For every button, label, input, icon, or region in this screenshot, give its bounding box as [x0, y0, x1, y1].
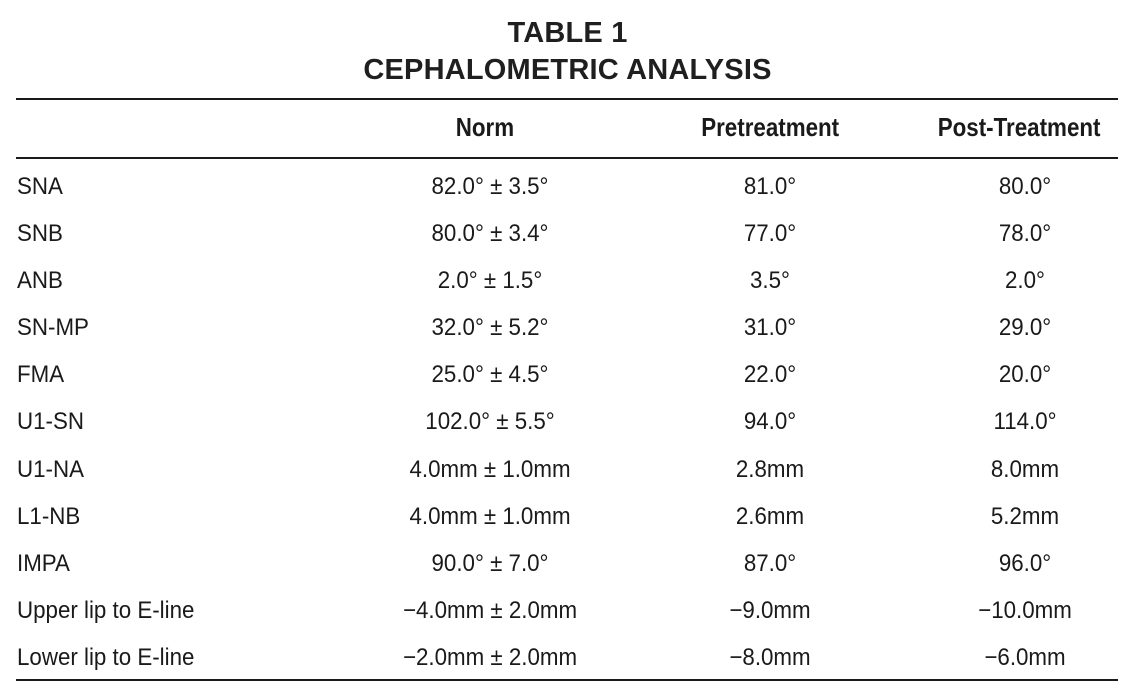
- column-header-norm: Norm: [455, 112, 515, 142]
- post-treatment-value: 8.0mm: [990, 455, 1060, 483]
- column-header-post-treatment: Post-Treatment: [937, 112, 1101, 142]
- norm-value: 82.0° ± 3.5°: [431, 173, 549, 200]
- table-row: [0, 257, 1135, 304]
- norm-value: 25.0° ± 4.5°: [431, 361, 549, 389]
- table-row: [0, 493, 1135, 540]
- pretreatment-value: 77.0°: [743, 220, 797, 248]
- table-body: [0, 163, 1135, 681]
- pretreatment-value: 3.5°: [750, 267, 790, 295]
- post-treatment-value: 5.2mm: [990, 502, 1060, 530]
- post-treatment-value: −10.0mm: [978, 596, 1072, 624]
- post-treatment-value: 29.0°: [998, 314, 1052, 342]
- post-treatment-value: 78.0°: [998, 220, 1052, 248]
- post-treatment-value: 96.0°: [998, 549, 1052, 577]
- norm-value: 90.0° ± 7.0°: [431, 549, 549, 577]
- norm-value: 80.0° ± 3.4°: [431, 220, 549, 248]
- table-row: [0, 351, 1135, 398]
- column-header-pretreatment: Pretreatment: [701, 112, 840, 142]
- row-label: Upper lip to E-line: [17, 596, 195, 624]
- table-row: [0, 587, 1135, 634]
- table-row: [0, 304, 1135, 351]
- pretreatment-value: −8.0mm: [729, 643, 811, 671]
- table-row: [0, 446, 1135, 493]
- row-label: ANB: [17, 267, 63, 295]
- row-label: SNA: [17, 173, 63, 200]
- top-rule: [16, 98, 1118, 100]
- norm-value: 102.0° ± 5.5°: [425, 408, 555, 436]
- table-title: [0, 15, 1135, 89]
- post-treatment-value: 2.0°: [1005, 267, 1045, 295]
- table-caption: CEPHALOMETRIC ANALYSIS: [363, 54, 772, 86]
- pretreatment-value: 2.6mm: [735, 502, 805, 530]
- table-row: [0, 398, 1135, 445]
- pretreatment-value: −9.0mm: [729, 596, 811, 624]
- norm-value: −2.0mm ± 2.0mm: [402, 643, 578, 671]
- header-rule: [16, 157, 1118, 159]
- table-header: [16, 108, 1101, 154]
- norm-value: 4.0mm ± 1.0mm: [409, 455, 571, 483]
- row-label: Lower lip to E-line: [17, 643, 195, 671]
- table-number: TABLE 1: [507, 17, 628, 49]
- pretreatment-value: 81.0°: [743, 173, 797, 200]
- row-label: SN-MP: [17, 314, 89, 342]
- bottom-rule: [16, 679, 1118, 681]
- table-row: [0, 210, 1135, 257]
- post-treatment-value: 20.0°: [998, 361, 1052, 389]
- table-row: [0, 634, 1135, 681]
- post-treatment-value: −6.0mm: [984, 643, 1066, 671]
- pretreatment-value: 22.0°: [743, 361, 797, 389]
- pretreatment-value: 94.0°: [743, 408, 797, 436]
- pretreatment-value: 87.0°: [743, 549, 797, 577]
- row-label: L1-NB: [17, 502, 81, 530]
- row-label: FMA: [17, 361, 65, 389]
- pretreatment-value: 2.8mm: [735, 455, 805, 483]
- post-treatment-value: 114.0°: [993, 408, 1057, 436]
- post-treatment-value: 80.0°: [998, 173, 1052, 200]
- norm-value: 32.0° ± 5.2°: [431, 314, 549, 342]
- norm-value: 4.0mm ± 1.0mm: [409, 502, 571, 530]
- pretreatment-value: 31.0°: [743, 314, 797, 342]
- norm-value: −4.0mm ± 2.0mm: [402, 596, 578, 624]
- table-row: [0, 163, 1135, 210]
- table-row: [0, 540, 1135, 587]
- row-label: U1-SN: [17, 408, 84, 436]
- row-label: U1-NA: [17, 455, 84, 483]
- norm-value: 2.0° ± 1.5°: [437, 267, 543, 295]
- row-label: SNB: [17, 220, 63, 248]
- row-label: IMPA: [17, 549, 70, 577]
